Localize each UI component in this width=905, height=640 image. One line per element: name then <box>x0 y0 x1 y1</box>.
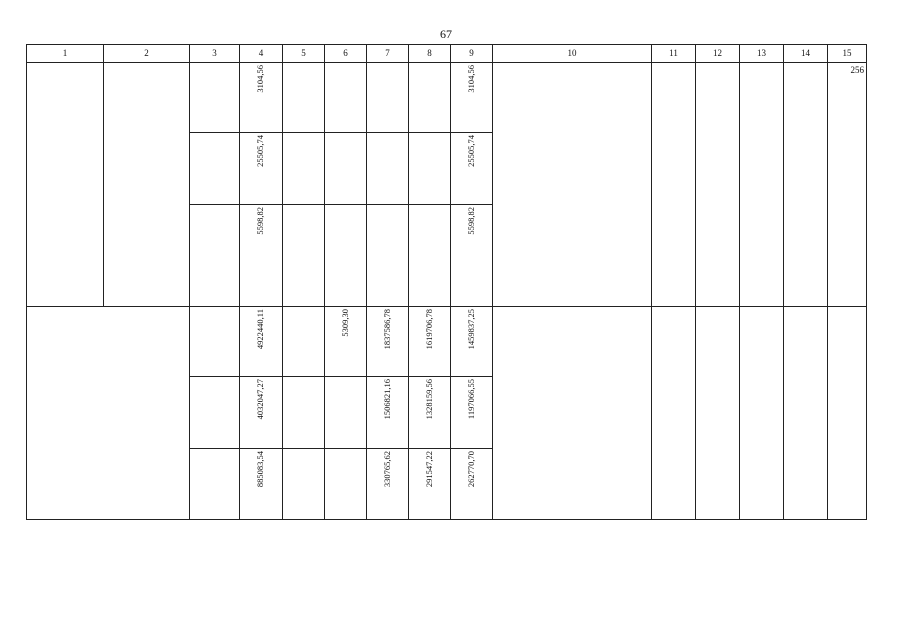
value: 1459837,25 <box>465 309 476 350</box>
column-header: 14 <box>784 45 828 63</box>
value: 262770,70 <box>465 451 476 488</box>
column-header: 2 <box>104 45 190 63</box>
cell-col4 <box>240 133 283 205</box>
column-header: 3 <box>190 45 240 63</box>
column-header: 4 <box>240 45 283 63</box>
indicator-value: 256 <box>828 63 867 307</box>
value: 5309,30 <box>339 309 350 337</box>
cell-col9 <box>451 307 493 377</box>
value: 1619706,78 <box>423 309 434 350</box>
column-header: 11 <box>652 45 696 63</box>
value: 291547,22 <box>423 451 434 488</box>
cell-col4 <box>240 377 283 449</box>
funding-source <box>190 63 240 133</box>
column-header: 5 <box>283 45 325 63</box>
cell-col4 <box>240 307 283 377</box>
cell-col9 <box>451 133 493 205</box>
funding-source <box>190 307 240 377</box>
column-header: 9 <box>451 45 493 63</box>
column-header: 13 <box>740 45 784 63</box>
value: 4922440,11 <box>255 309 266 350</box>
cell-col8 <box>409 449 451 520</box>
value: 1506821,16 <box>381 379 392 420</box>
column-header: 10 <box>493 45 652 63</box>
cell-col9 <box>451 205 493 307</box>
indicator-name <box>493 63 652 307</box>
funding-source <box>190 133 240 205</box>
funding-source <box>190 205 240 307</box>
column-header: 12 <box>696 45 740 63</box>
value: 4032047,27 <box>255 379 266 420</box>
cell-col9 <box>451 63 493 133</box>
value: 885083,54 <box>255 451 266 488</box>
cell-col7 <box>367 449 409 520</box>
value: 330765,62 <box>381 451 392 488</box>
cell-col9 <box>451 449 493 520</box>
value: 5598,82 <box>465 207 476 235</box>
value: 1328159,56 <box>423 379 434 420</box>
value: 3104,56 <box>465 65 476 93</box>
funding-source <box>190 449 240 520</box>
table-row <box>27 307 867 377</box>
cell-col8 <box>409 377 451 449</box>
value: 1197066,55 <box>465 379 476 420</box>
cell-col6 <box>325 307 367 377</box>
cell-col8 <box>409 307 451 377</box>
cell-col7 <box>367 377 409 449</box>
value: 25505,74 <box>465 135 476 167</box>
cell-col7 <box>367 307 409 377</box>
budget-table <box>26 44 867 520</box>
cell-col4 <box>240 449 283 520</box>
column-header: 1 <box>27 45 104 63</box>
column-header: 7 <box>367 45 409 63</box>
value: 25505,74 <box>255 135 266 167</box>
value: 3104,56 <box>255 65 266 93</box>
funding-source <box>190 377 240 449</box>
table-row <box>27 63 867 133</box>
measure-name <box>27 63 104 307</box>
column-header: 8 <box>409 45 451 63</box>
cell-col9 <box>451 377 493 449</box>
column-header: 15 <box>828 45 867 63</box>
column-number-row <box>27 45 867 63</box>
subtotal-name <box>27 307 190 520</box>
cell-col4 <box>240 205 283 307</box>
value: 1837586,78 <box>381 309 392 350</box>
column-header: 6 <box>325 45 367 63</box>
measure-executor <box>104 63 190 307</box>
cell-col4 <box>240 63 283 133</box>
page-number: 67 <box>440 27 452 41</box>
value: 5598,82 <box>255 207 266 235</box>
